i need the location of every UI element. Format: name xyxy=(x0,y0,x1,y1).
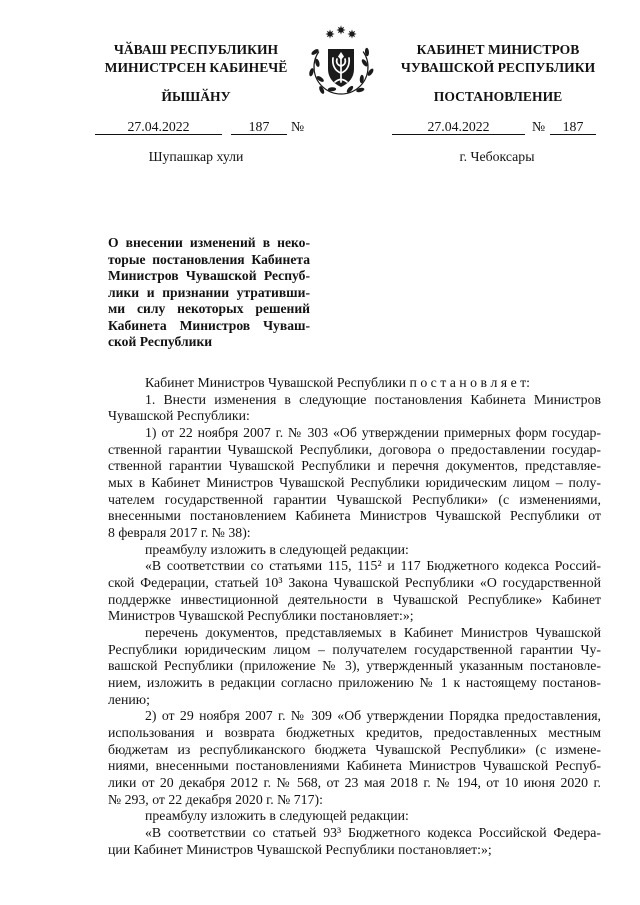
left-date-field: 27.04.2022 xyxy=(95,119,222,135)
text-line: перечень документов, представляемых в Кабинет Министров Чувашской xyxy=(145,625,601,641)
header-left-org xyxy=(86,41,306,77)
title-line: лики и признании утративши- xyxy=(108,284,310,300)
text-line: лению; xyxy=(108,691,150,707)
document-title xyxy=(108,235,310,351)
text-line: «В соответствии со статьей 93³ Бюджетного кодекса Российской Федера- xyxy=(145,825,601,841)
paragraph xyxy=(108,425,601,542)
star-icon xyxy=(325,29,334,38)
text-line: ственной гарантии Чувашской Республики и перечня документов, представляе- xyxy=(108,458,601,474)
text-line: ственной гарантии Чувашской Республики, договора о предоставлении государ- xyxy=(108,441,601,457)
paragraph xyxy=(108,392,601,425)
paragraph xyxy=(108,375,601,392)
text-line: преамбулу изложить в следующей редакции: xyxy=(145,808,409,824)
header-right-org xyxy=(388,41,608,77)
left-city: Шупашкар хули xyxy=(148,149,244,164)
paragraph xyxy=(108,825,601,858)
paragraph xyxy=(108,558,601,625)
left-number-field: 187 xyxy=(231,119,287,135)
text-line: ской Федерации, статьей 10³ Закона Чувашской Республики «О государственной xyxy=(108,575,601,591)
paragraph xyxy=(108,708,601,808)
text-line: лики от 20 декабря 2012 г. № 568, от 23 мая 2018 г. № 194, от 10 июня 2020 г. xyxy=(108,775,601,791)
text-line: поддержке инвестиционной деятельности в Чувашской Республике» Кабинет xyxy=(108,591,601,607)
text-line: вашской Республики (приложение № 3), утвержденный указанным постановле- xyxy=(108,658,601,674)
right-number-sign: № xyxy=(532,119,546,134)
text-line: ции Кабинет Министров Чувашской Республики постановляет:»; xyxy=(108,841,492,857)
header-right-line2: ЧУВАШСКОЙ РЕСПУБЛИКИ xyxy=(400,60,596,75)
text-line: Чувашской Республики: xyxy=(108,408,250,424)
text-line: Республики юридическим лицом – получателем государственной гарантии Чу- xyxy=(108,641,601,657)
paragraph xyxy=(108,542,601,559)
text-line: внесенными постановлением Кабинета Министров Чувашской Республики от xyxy=(108,508,601,524)
document-body xyxy=(108,375,601,858)
header-left-doc-type: ЙЫШӐНУ xyxy=(161,89,231,104)
title-line: торые постановления Кабинета xyxy=(108,251,310,267)
header-left-line1: ЧӐВАШ РЕСПУБЛИКИН xyxy=(113,42,279,57)
text-line: Министров Чувашской Республики постановляет:»; xyxy=(108,608,414,624)
wreath-leaf xyxy=(318,85,325,94)
text-line: «В соответствии со статьями 115, 115² и 117 Бюджетного кодекса Россий- xyxy=(145,558,601,574)
title-line: ми силу некоторых решений xyxy=(108,301,310,316)
right-date-field: 27.04.2022 xyxy=(392,119,525,135)
text-line: нием, изложить в редакции согласно приложению № 1 к настоящему постанов- xyxy=(108,675,601,691)
text-line: 8 февраля 2017 г. № 38): xyxy=(108,525,251,541)
text-line: использования и возврата бюджетных кредитов, предоставленных местным xyxy=(108,725,601,741)
text-line: 1) от 22 ноября 2007 г. № 303 «Об утверждении примерных форм государ- xyxy=(145,425,601,441)
paragraph xyxy=(108,625,601,708)
text-line: 2) от 29 ноября 2007 г. № 309 «Об утверждении Порядка предоставления, xyxy=(145,708,601,724)
coat-of-arms-icon xyxy=(303,22,379,98)
star-icon xyxy=(347,29,356,38)
wreath-leaf xyxy=(356,87,365,93)
text-line: чателем государственной гарантии Чувашской Республики» (с изменениями, xyxy=(108,491,601,507)
text-line: Кабинет Министров Чувашской Республики п о с т а н о в л я е т: xyxy=(145,375,531,390)
text-line: 1. Внести изменения в следующие постановления Кабинета Министров xyxy=(145,391,601,407)
star-icon xyxy=(336,25,345,34)
header-right-doc-type: ПОСТАНОВЛЕНИЕ xyxy=(433,89,563,104)
text-line: мых в Кабинет Министров Чувашской Республики юридическим лицом – полу- xyxy=(108,475,601,491)
header-left-line2: МИНИСТРСЕН КАБИНЕЧӖ xyxy=(104,60,288,75)
header-right-line1: КАБИНЕТ МИНИСТРОВ xyxy=(416,42,580,57)
title-line: Министров Чувашской Респуб- xyxy=(108,268,310,283)
right-number-field: 187 xyxy=(550,119,596,135)
paragraph xyxy=(108,808,601,825)
stars xyxy=(325,25,356,38)
text-line: преамбулу изложить в следующей редакции: xyxy=(145,541,409,557)
title-line: ской Республики xyxy=(108,334,213,349)
text-line: № 293, от 22 декабря 2020 г. № 717): xyxy=(108,791,323,807)
text-line: ниями, внесенными постановлениями Кабинета Министров Чувашской Респуб- xyxy=(108,758,601,774)
text-line: бюджетам из республиканского бюджета Чувашской Республики» (с измене- xyxy=(108,741,601,757)
title-line: О внесении изменений в неко- xyxy=(108,235,310,250)
left-number-sign: № xyxy=(291,119,305,134)
title-line: Кабинета Министров Чуваш- xyxy=(108,317,310,333)
right-city: г. Чебоксары xyxy=(459,149,535,164)
